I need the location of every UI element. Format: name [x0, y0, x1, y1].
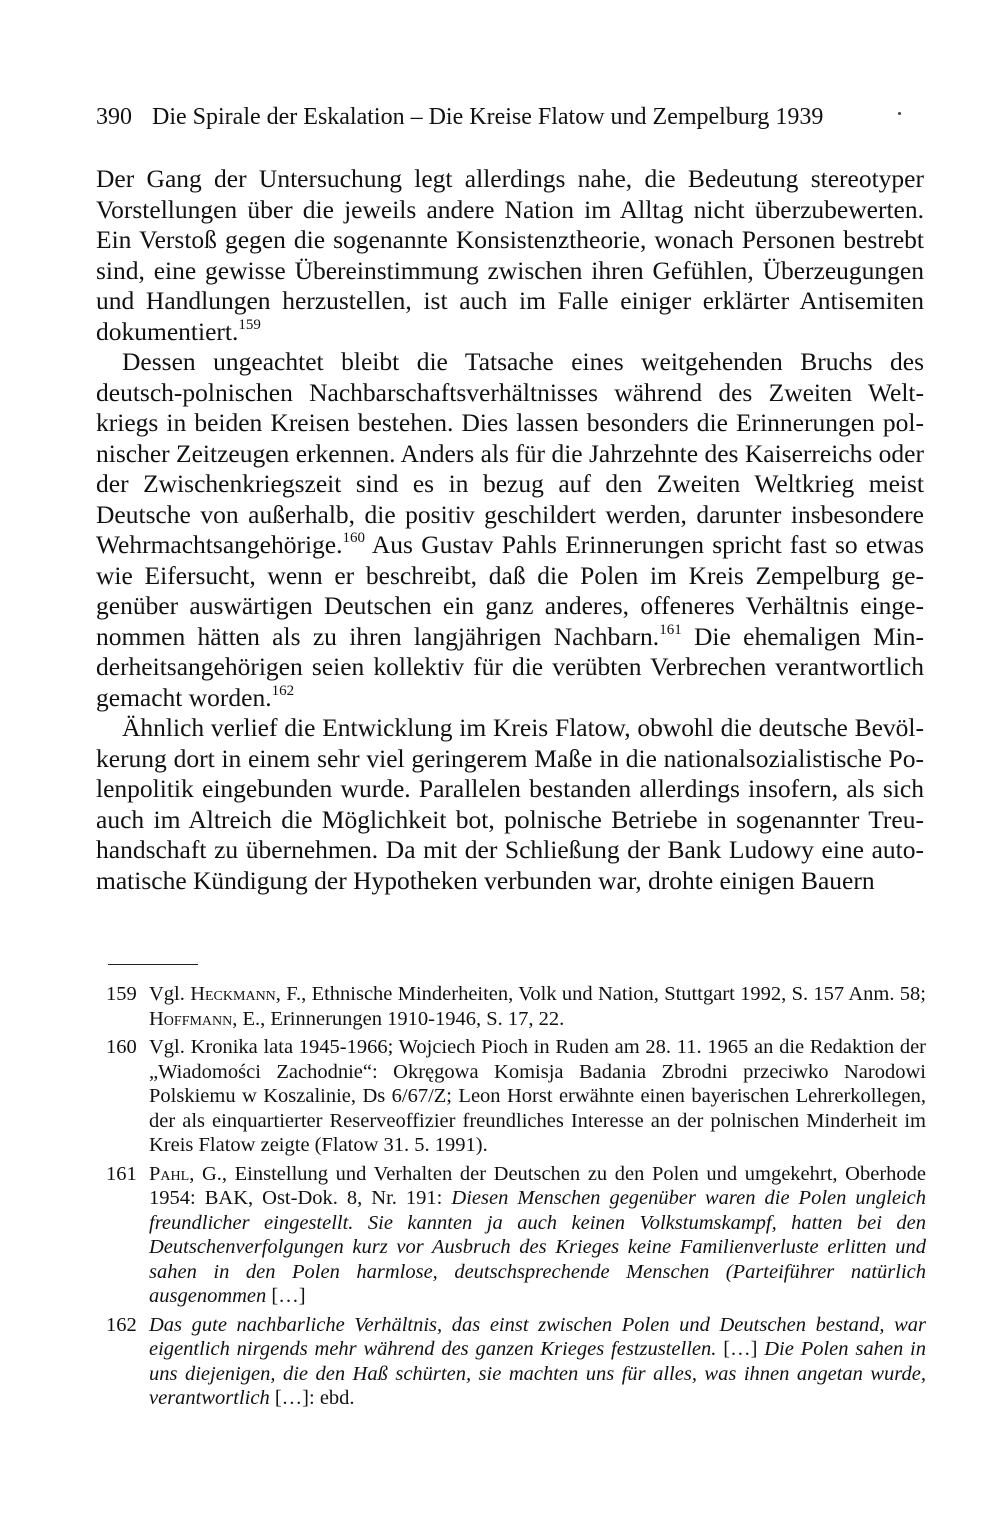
footnote-text-part: […] — [716, 1338, 765, 1360]
footnote-number: 161 — [106, 1162, 137, 1185]
footnote-text-part: , F., Ethnische Minderheiten, Volk und Nation, Stuttgart 1992, S. 157 Anm. 58; — [275, 983, 926, 1005]
running-header — [96, 102, 926, 132]
page-number: 390 — [96, 104, 132, 130]
footnote-ref-161[interactable]: 161 — [659, 621, 682, 638]
author-name: Hoffmann — [149, 1007, 233, 1030]
footnote-number: 162 — [106, 1313, 137, 1336]
footnote-162 — [106, 1313, 926, 1411]
footnote-text-part: […]: ebd. — [269, 1387, 355, 1409]
footnote-text: Vgl. Kronika lata 1945-1966; Wojciech Pioch in Ruden am 28. 11. 1965 an die Redaktion der „Wiadomości Zachodnie“: Okręgowa Komisja Badania Zbrodni przeciwko Narodowi Polskiemu w Koszalinie, Ds 6/67/Z; Leon Horst erwähnte einen bayerischen Lehrerkollegen, der als einquartierter Reserveoffizier freundliches Interesse an der polnischen Minderheit im Kreis Flatow zeigte (Flatow 31. 5. 1991). — [149, 1036, 926, 1156]
footnote-ref-162[interactable]: 162 — [271, 682, 295, 699]
author-name: Pahl — [149, 1162, 190, 1185]
main-text — [96, 164, 924, 896]
footnote-159 — [106, 982, 926, 1031]
footnote-separator — [108, 964, 198, 965]
footnote-number: 159 — [106, 983, 137, 1005]
footnote-text — [149, 982, 926, 1031]
quotation: Das gute nachbarliche Verhältnis, das einst zwischen Polen und Deutschen bestand, war eigentlich nirgends mehr während des ganzen Krieges festzustellen. — [149, 1313, 926, 1360]
footnote-text-part: […] — [266, 1285, 306, 1307]
running-title: Die Spirale der Eskalation – Die Kreise Flatow und Zempelburg 1939 — [152, 104, 824, 130]
paragraph-3 — [96, 713, 924, 896]
scan-speck — [898, 112, 901, 115]
author-name: Heckmann — [190, 983, 276, 1005]
footnote-ref-160[interactable]: 160 — [342, 530, 365, 546]
paragraph-2 — [96, 347, 924, 713]
footnote-160 — [106, 1035, 926, 1158]
paragraph-3-text: Ähnlich verlief die Entwicklung im Kreis Flatow, obwohl die deutsche Bevölkerung dort in einem sehr viel geringerem Maße in die nationalsozialistische Polenpolitik eingebunden wurde. Parallelen bestanden allerdings insofern, als sich auch im Altreich die Möglichkeit bot, polnische Betriebe in sogenannter Treuhandschaft zu übernehmen. Da mit der Schließung der Bank Ludowy eine automatische Kündigung der Hypotheken verbunden war, drohte einigen Bauern — [96, 713, 924, 895]
footnote-text-part: Vgl. — [149, 983, 191, 1005]
paragraph-2-text-b: Aus Gustav Pahls Erinnerungen spricht fast so etwas wie Eifersucht, wenn er beschreibt, daß die Polen im Kreis Zempelburg gegenüber auswärtigen Deutschen ein ganz anderes, offeneres Verhältnis eingenommen hätten als zu ihren langjährigen Nachbarn. — [96, 530, 924, 651]
footnote-text — [149, 1162, 926, 1309]
quotation: Die Polen sahen in uns diejenigen, die den Haß schürten, sie machten uns für alles, was ihnen angetan wurde, verantwortlich — [149, 1338, 926, 1409]
footnote-text-part: , E., Erinnerungen 1910-1946, S. 17, 22. — [232, 1007, 565, 1030]
paragraph-1 — [96, 164, 924, 347]
paragraph-2-text-a: Dessen ungeachtet bleibt die Tatsache eines weitgehenden Bruchs des deutsch-polnischen Nachbarschaftsverhältnisses während des Zweiten Weltkriegs in beiden Kreisen bestehen. Dies lassen besonders die Erinnerungen polnischer Zeitzeugen erkennen. Anders als für die Jahrzehnte des Kaiserreichs oder der Zwischenkriegszeit sind es in bezug auf den Zweiten Weltkrieg meist Deutsche von außerhalb, die positiv geschildert werden, darunter insbesondere Wehrmachtsangehörige. — [96, 347, 924, 559]
footnote-ref-159[interactable]: 159 — [238, 316, 261, 333]
footnote-text-part: , G., Einstellung und Verhalten der Deutschen zu den Polen und umgekehrt, Oberhode 1954: BAK, Ost-Dok. 8, Nr. 191: — [149, 1162, 926, 1209]
footnote-161 — [106, 1162, 926, 1309]
quotation: Diesen Menschen gegenüber waren die Polen ungleich freundlicher eingestellt. Sie kannten ja auch keinen Volkstumskampf, hatten bei den Deutschenverfolgungen kurz vor Ausbruch des Krieges keine Familienverluste erlitten und sahen in den Polen harmlose, deutschsprechende Menschen (Parteiführer natürlich ausgenommen — [149, 1187, 926, 1307]
footnote-number: 160 — [106, 1036, 137, 1058]
footnote-text — [149, 1313, 926, 1411]
paragraph-1-text: Der Gang der Untersuchung legt allerdings nahe, die Bedeutung stereotyper Vorstellungen über die jeweils andere Nation im Alltag nicht überzubewerten. Ein Verstoß gegen die sogenannte Konsistenztheorie, wonach Personen bestrebt sind, eine gewisse Übereinstimmung zwischen ihren Gefühlen, Überzeugungen und Handlungen herzustellen, ist auch im Falle einiger erklärter Antisemiten dokumentiert. — [96, 164, 924, 346]
paragraph-2-text-c: Die ehemaligen Minderheitsangehörigen seien kollektiv für die verübten Verbrechen verantwortlich gemacht worden. — [96, 621, 924, 712]
footnotes — [106, 982, 926, 1415]
